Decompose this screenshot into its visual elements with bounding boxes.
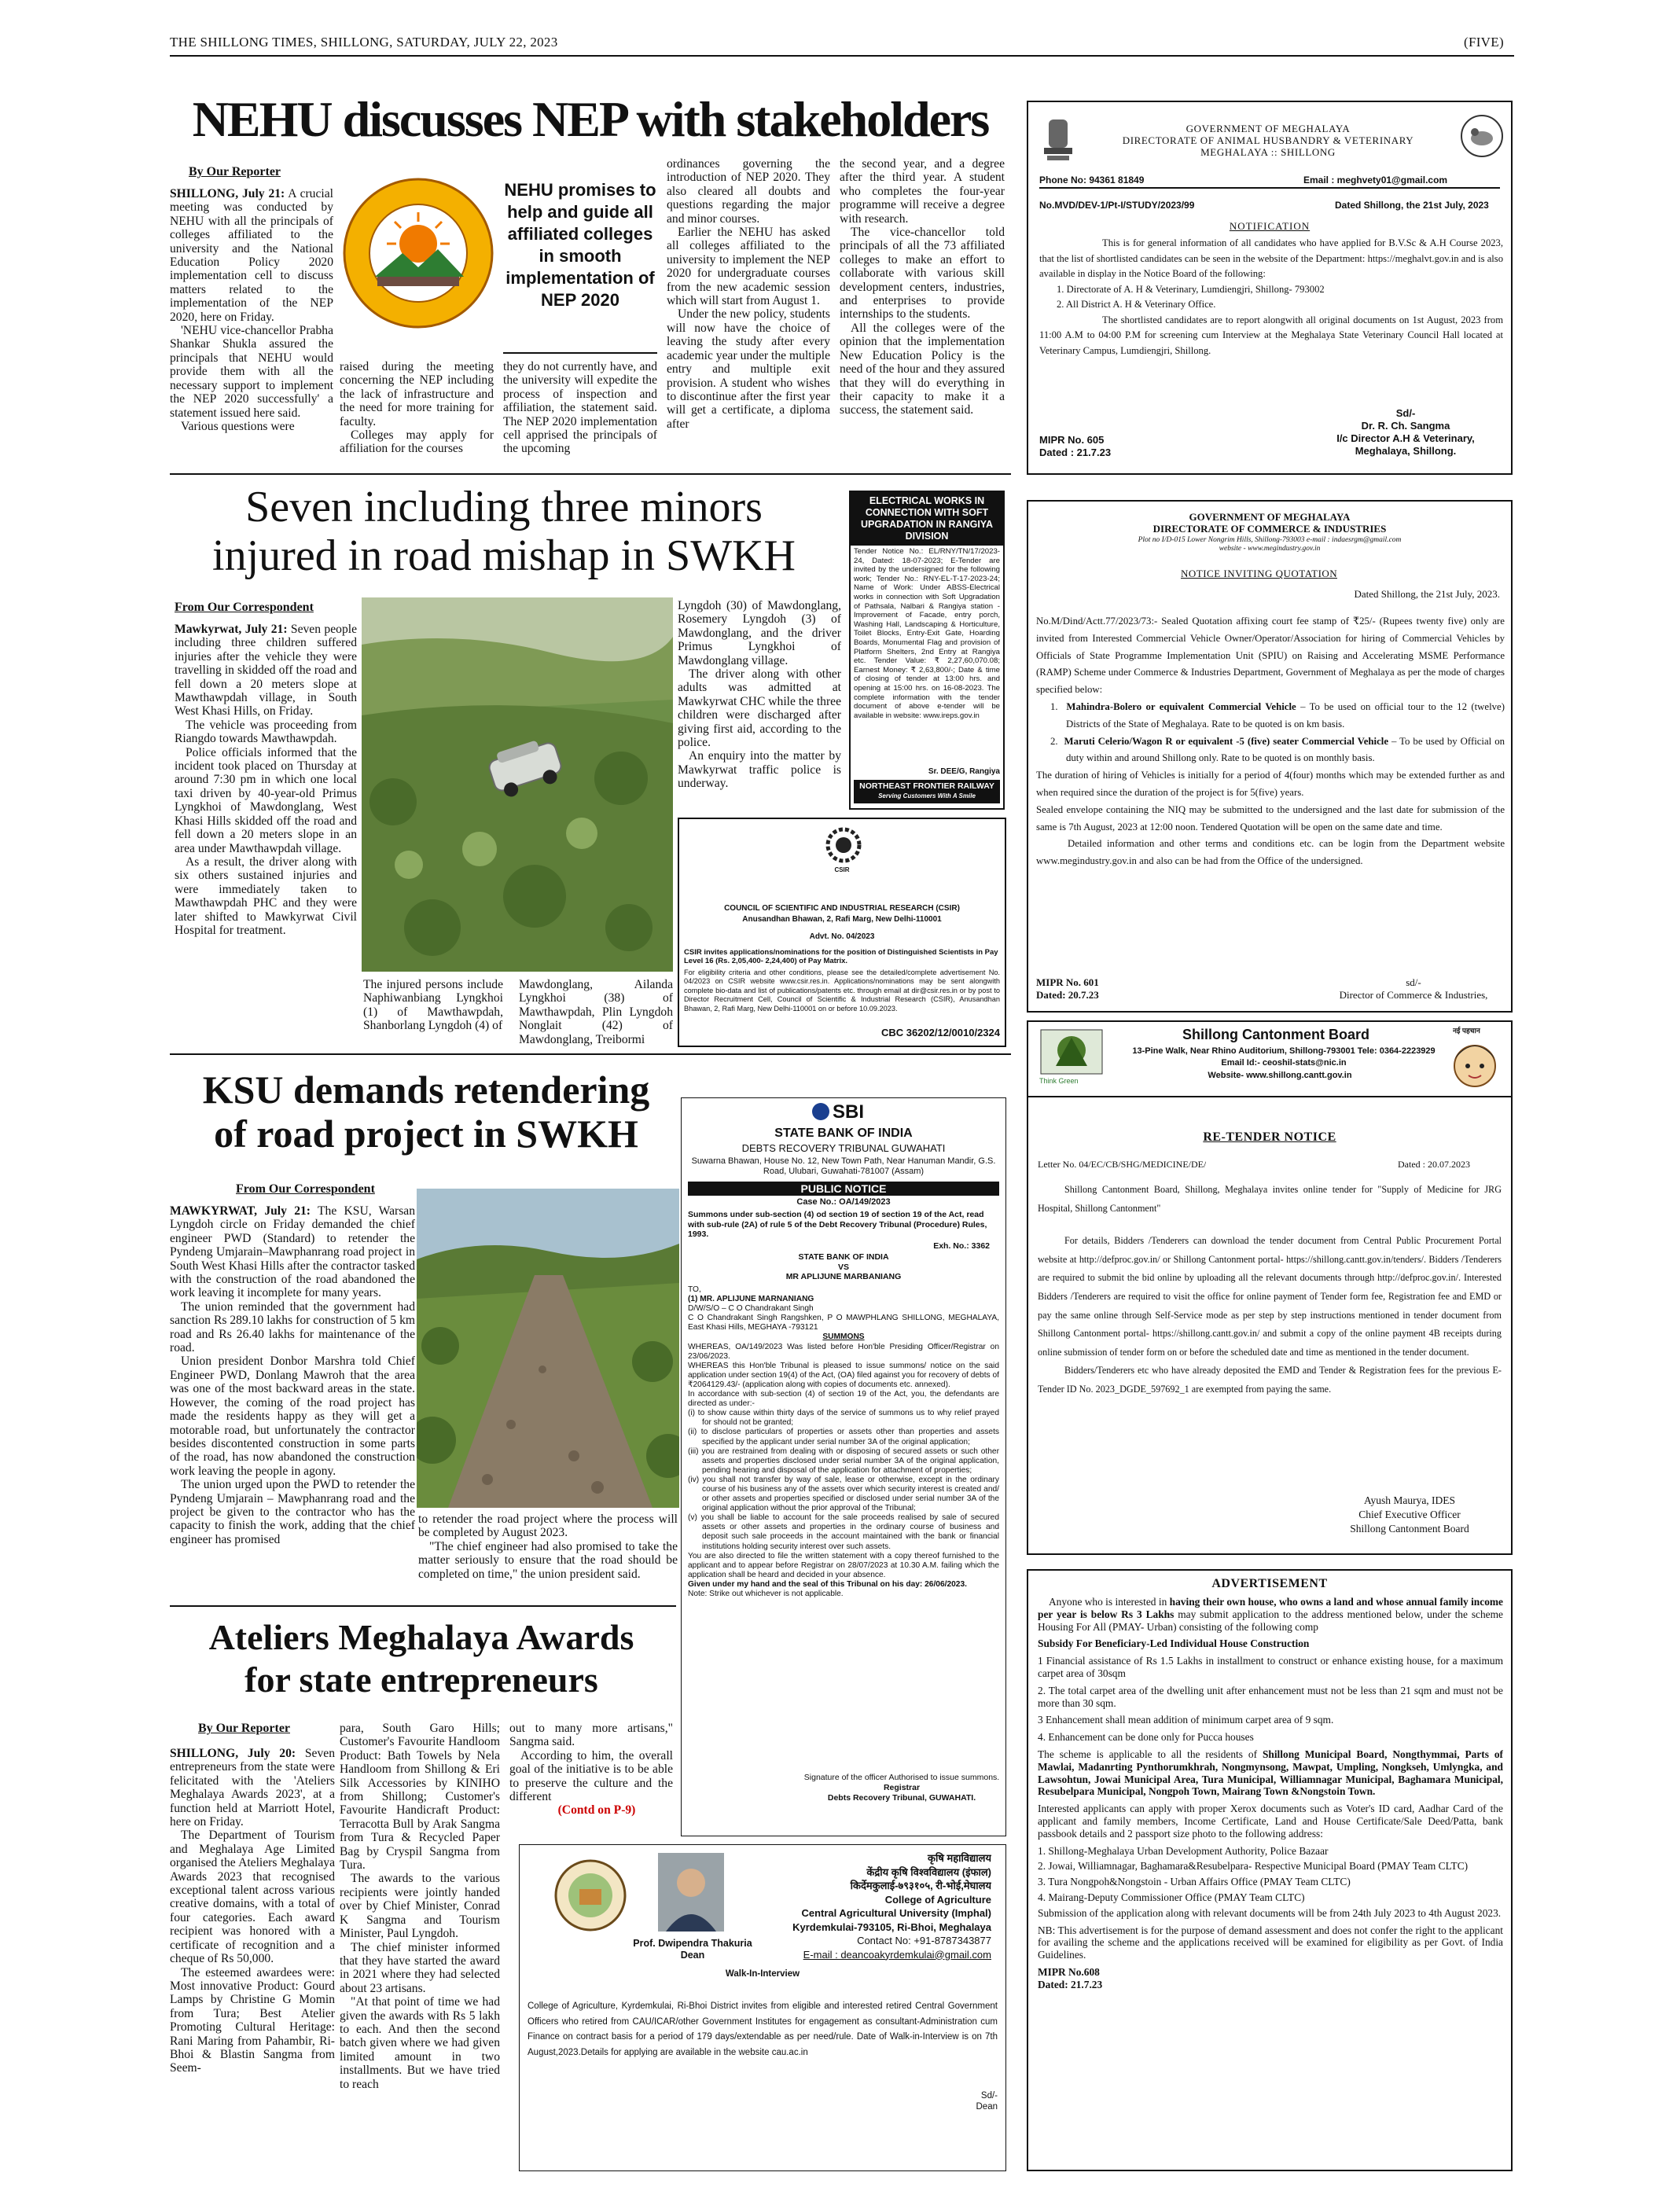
- cau-logo: [551, 1858, 630, 1933]
- sbi-logo: [812, 1101, 864, 1123]
- paragraph: ordinances governing the introduction of NEP 2020. They also cleared all doubts and questions regarding the major and minor courses.: [667, 157, 830, 226]
- summons-title: SUMMONS: [822, 1332, 865, 1342]
- mascot-icon: [1442, 1025, 1508, 1094]
- exhibit-no: Exh. No.: 3362: [933, 1241, 990, 1251]
- paragraph: "The chief engineer had also promised to take the matter seriously to ensure that the road should be completed on time," the union president said.: [418, 1539, 678, 1581]
- subsidy-heading: Subsidy For Beneficiary-Led Individual House Construction: [1038, 1637, 1310, 1650]
- paragraph: Under the new policy, students will now have the choice of leaving the study after every academic year under the multiple entry and multiple exit provision. A student who wishes to discontinue after the first year will get a certificate, a diploma after: [667, 307, 830, 431]
- ah-notification-ad: [1027, 101, 1513, 475]
- notice-paragraph: Bidders/Tenderers etc who have already deposited the EMD and Tender & Registration fees for the previous E-Tender ID No. 2023_DGDE_597692_1 are exempted from paying the same.: [1038, 1365, 1502, 1395]
- paragraph: According to him, the overall goal of the initiative is to be able to preserve the culture and the different: [509, 1748, 673, 1804]
- banner-text: NORTHEAST FRONTIER RAILWAY: [859, 781, 994, 791]
- csir-title: COUNCIL OF SCIENTIFIC AND INDUSTRIAL RESEARCH (CSIR): [724, 904, 960, 913]
- mipr-no: MIPR No. 605: [1039, 434, 1105, 446]
- letter-no: Letter No. 04/EC/CB/SHG/MEDICINE/DE/: [1038, 1159, 1207, 1170]
- paragraph: The esteemed awardees were: Most innovative Product: Gourd Lamps by Christine G Momin from Tura; Best Atelier Promoting Cultural Heritage: Rani Maring from Pahambir, Ri-Bhoi & Blastin Sangma from Seem-: [170, 1965, 335, 2075]
- article-column: [170, 187, 333, 464]
- signer-title: I/c Director A.H & Veterinary,: [1336, 432, 1475, 444]
- bank-name: STATE BANK OF INDIA: [774, 1127, 913, 1140]
- accident-photo: [362, 597, 673, 972]
- dateline: SHILLONG, July 21:: [170, 187, 285, 200]
- tender-signer: Sr. DEE/G, Rangiya: [928, 767, 1000, 776]
- banner-tagline: Serving Customers With A Smile: [878, 792, 976, 799]
- paragraph: "At that point of time we had given the awards with Rs 5 lakh to each. And then the second batch given where we had given limited amount in two installments. But we have tried to reach: [340, 1995, 500, 2091]
- paragraph: Union president Donbor Marshra told Chief Engineer PWD, Donlang Mawroh that the area was one of the most backward areas in the state. However, the coming of the road project has made the residents happy as they will get a motorable road, but unfortunately the contractor besides discontented construction in some parts of the road, has now abandoned the construction work leaving the people in agony.: [170, 1354, 415, 1478]
- section-rule: [170, 1053, 1011, 1055]
- notice-paragraph: This is for general information of all candidates who have applied for B.V.Sc & A.H Course 2023, that the list of shortlisted candidates can be seen in the website of the Department: https://meghalvt.gov.in and is also available in display in the Notice Board of the following:: [1039, 237, 1503, 279]
- summons-paragraph: WHEREAS, OA/149/2023 Was listed before Hon'ble Presiding Officer/Registrar on 23/06/2023.: [688, 1342, 999, 1361]
- vehicle-type: Maruti Celerio/Wagon R or equivalent -5 (five) seater Commercial Vehicle: [1064, 735, 1389, 747]
- notice-paragraph: Sealed envelope containing the NIQ may be submitted to the undersigned and the last date for submission of the same is 7th August, 2023 at 12:00 noon. Tendered Quotation will be open on the same date and time.: [1036, 803, 1505, 833]
- signature: Sd/-: [980, 2091, 998, 2101]
- cantonment-retender-ad: [1027, 1020, 1513, 1555]
- signer-title: Director of Commerce & Industries,: [1339, 989, 1488, 1001]
- party: STATE BANK OF INDIA: [798, 1252, 889, 1262]
- photo-caption: The injured persons include Naphiwanbiang Lyngkhoi (1) of Mawthawpdah, Shanborlang Lyngdoh (4) of: [363, 978, 503, 1033]
- cantonment-website: Website- www.shillong.cantt.gov.in: [1208, 1071, 1352, 1080]
- gov-title: GOVERNMENT OF MEGHALAYA: [1186, 123, 1351, 134]
- paragraph: The union urged upon the PWD to retender the Pyndeng Umjarain – Mawphanrang road and the project be given to the contractor who has the capacity to finish the work, adding that the chief engineer has promised: [170, 1478, 415, 1546]
- csir-ad: [678, 818, 1006, 1047]
- newspaper-header: THE SHILLONG TIMES, SHILLONG, SATURDAY, JULY 22, 2023: [170, 35, 558, 50]
- article-column: [418, 1513, 678, 1597]
- divider: [503, 352, 657, 354]
- ad-text: may submit application to the address mentioned below, under the scheme Housing For All (PMAY- Urban) consisting of the following comp: [1038, 1608, 1503, 1633]
- contact-number: Contact No: +91-8787343877: [857, 1935, 991, 1946]
- paragraph: Various questions were: [181, 419, 295, 433]
- section-rule: [170, 1605, 676, 1607]
- place: MEGHALAYA :: SHILLONG: [1200, 146, 1336, 158]
- list-item: 4. Enhancement can be done only for Pucca houses: [1038, 1731, 1254, 1744]
- summons-paragraph: Given under my hand and the seal of this Tribunal on his day: 26/06/2023.: [688, 1579, 967, 1589]
- email: Email : meghvety01@gmail.com: [1303, 175, 1448, 186]
- list-item: 1. Directorate of A. H & Veterinary, Lumdiengjri, Shillong- 793002: [1057, 283, 1325, 295]
- direction-item: (v) you shall be liable to account for the sale proceeds realised by sale of secured assets or other assets and properties in the ordinary course of business and deposit such sale proceeds in the account maintained with the bank or financial institutions holding security interest over such assets.: [688, 1513, 999, 1551]
- public-notice-banner: PUBLIC NOTICE: [688, 1182, 999, 1196]
- road-photo: [417, 1189, 679, 1508]
- commerce-quotation-ad: GOVERNMENT OF MEGHALAYA DIRECTORATE OF COMMERCE & INDUSTRIES Plot no I/D-015 Lower Nongrim Hills, Shillong-793003 e-mail : indaesrgm@gmail.com website - www.megindustry.gov.in NOTICE INVITING QUOTATION Dated Shillong, the 21st July, 2023. No.M/Dind/Actt.77/2023/73:- Sealed Quotation affixing court fee stamp of ₹25/- (Rupees twenty five) only are invited from Interested Commercial Vehicle Owner/Operator/Association for hiring of Commercial Vehicles by Officials of State Programme Implementation Unit (SPIU) on Raising and Accelerating MSME Performance (RAMP) Scheme under Commerce & Industries Department, Government of Meghalaya as per the mode of charges specified below: 1. Mahindra-Bolero or equivalent Commercial Vehicle – To be used on official tour to the 12 (twelve) Districts of the State of Meghalaya. Rate to be quoted is on km basis. 2. Maruti Celerio/Wagon R or equivalent -5 (five) seater Commercial Vehicle – To be used by Official on duty within and around Shillong only. Rate to be quoted is on monthly basis. The duration of hiring of Vehicles is initially for a period of 4(four) months which may be extended further as and when required since the duration of the project is for 5(five) years. Sealed envelope containing the NIQ may be submitted to the undersigned and the last date for submission of the same is 7th August, 2023 at 12:00 noon. Tendered Quotation will be open on the same date and time. Detailed information and other terms and conditions etc. can be login from the Department website www.megindustry.gov.in and also can be had from the Office of the undersigned. MIPR No. 601 Dated: 20.7.23 sd/- Director of Commerce & Industries,: [1027, 500, 1513, 1013]
- ad-text: Interested applicants can apply with proper Xerox documents such as Voter's ID card, Aadhar Card of the applicant and family members, Income Certificate, Land and House Certificate/Sale Deed/Patta, bank passbook details and 2 passport size photo to the following address:: [1038, 1803, 1503, 1840]
- continued-link[interactable]: (Contd on P-9): [557, 1803, 636, 1818]
- paragraph: Lyngdoh (30) of Mawdonglang, Rosemery Lyngdoh (3) of Mawdonglang, and the driver Primus Lyngkhoi of Mawdonglang village.: [678, 599, 841, 667]
- headline-line: for state entrepreneurs: [244, 1660, 598, 1700]
- paragraph: raised during the meeting concerning the NEP including the lack of infrastructure and the need for more training for faculty.: [340, 360, 494, 428]
- notice-paragraph: No.M/Dind/Actt.77/2023/73:- Sealed Quotation affixing court fee stamp of ₹25/- (Rupees twenty five) only are invited from Interested Commercial Vehicle Owner/Operator/Association for hiring of Commercial Vehicles by Officials of State Programme Implementation Unit (SPIU) on Raising and Accelerating MSME Performance (RAMP) Scheme under Commerce & Industries Department, Government of Meghalaya as per the mode of charges specified below:: [1036, 616, 1505, 696]
- headline-ksu: [170, 1068, 682, 1156]
- paragraph: The chief minister informed that they have started the award in 2021 where they had selected about 23 artisans.: [340, 1940, 500, 1995]
- tender-body: Tender Notice No.: EL/RNY/TN/17/2023-24, Dated: 18-07-2023; E-Tender are invited by the undersigned for the following work; Tender No.: RNY-EL-T-17-2023-24; Name of Work: Under ABSS-Electrical works in connection with Soft Upgradation of Pathsala, Nalbari & Rangiya station - Improvement of Facade, entry porch, Washing Hall, Landscaping & Horticulture, Toilet Blocks, Entry-Exit Gate, Hoarding Boards, Monumental Flag and provision of Platform Shelters, 2nd Entry at Rangiya etc. Tender Value: ₹ 2,27,60,070.08; Earnest Money: ₹ 2,63,800/-; Date & time of closing of tender at 13:00 hrs. and opening at 15:00 hrs. on 16-08-2023. The complete information with the tender document of above e-tender will be available in website: www.ireps.gov.in: [854, 547, 1000, 720]
- headline-nehu: NEHU discusses NEP with stakeholders: [192, 93, 989, 146]
- article-column: [840, 157, 1005, 465]
- paragraph: The awards to the various recipients were jointly handed over by Chief Minister, Conrad K Sangma and Tourism Minister, Paul Lyngdoh.: [340, 1872, 500, 1941]
- railway-banner: [854, 780, 1000, 803]
- headline-ateliers: [170, 1616, 673, 1701]
- cantonment-address: 13-Pine Walk, Near Rhino Auditorium, Shillong-793001 Tele: 0364-2223929 Email Id:- ceoshil-stats@nic.in: [1132, 1046, 1436, 1068]
- university-name: Central Agricultural University (Imphal): [801, 1907, 991, 1919]
- notice-date: Dated Shillong, the 21st July, 2023.: [1354, 588, 1500, 600]
- paragraph: Earlier the NEHU has asked all colleges affiliated to the university to implement the NEP 2020 for undergraduate courses from the new academic session which will start from August 1.: [667, 226, 830, 308]
- sbi-logo-text: SBI: [833, 1101, 865, 1123]
- csir-advt-no: Advt. No. 04/2023: [809, 932, 875, 941]
- csir-logo-text: CSIR: [834, 866, 850, 873]
- versus: VS: [837, 1262, 849, 1272]
- header-rule: [170, 55, 1514, 57]
- addressee: TO,: [688, 1285, 701, 1294]
- ad-text: Anyone who is interested in: [1049, 1596, 1170, 1608]
- railway-tender-ad: [849, 491, 1005, 810]
- signer-title: Dean: [976, 2102, 998, 2112]
- address-item: 2. Jowai, Williamnagar, Baghamara&Resubelpara- Respective Municipal Board (PMAY Team CLTC): [1038, 1860, 1469, 1873]
- notice-paragraph: For details, Bidders /Tenderers can download the tender document from Central Public Procurement Portal website at http://defproc.gov.in/ or Shillong Cantonment portal- https://shillong.cantt.gov.in/tenders/. Bidders /Tenderers are required to submit the bid online by uploading all the relevant documents through http://defproc.gov.in/. Interested Bidders /Tenderers are required to visit the office for online payment of Tender form fee, Registration fee and EMD or pay the same online through Self-Service mode as per step by step instructions mentioned in tender document from Shillong Cantonment portal- https://shillong.cantt.gov.in/ and submit a copy of the online payment 4B receipts during online submission of tender form on or before the scheduled date and time as mentioned in the tender document.: [1038, 1235, 1502, 1358]
- notice-heading: RE-TENDER NOTICE: [1203, 1130, 1336, 1144]
- byline: From Our Correspondent: [175, 601, 314, 614]
- address-item: 3. Tura Nongpoh&Nongstoin - Urban Affairs Office (PMAY Team CLTC): [1038, 1876, 1351, 1888]
- paragraph: Police officials informed that the incident took placed on Thursday at around 7:30 pm in which one local taxi driven by 40-year-old Primus Lyngkhoi of Mawdonglang, West Khasi Hills skidded off the road and fell down a 20 meters slope in an area under Mawthawpdah village.: [175, 745, 357, 855]
- article-column: [170, 1747, 335, 2171]
- headline-line: Ateliers Meghalaya Awards: [208, 1617, 634, 1657]
- cau-walkin-ad: [519, 1844, 1006, 2171]
- headline-line: KSU demands retendering: [202, 1068, 650, 1112]
- paragraph: to retender the road project where the process will be completed by August 2023.: [418, 1513, 678, 1540]
- university-hindi: केंद्रीय कृषि विश्वविद्यालय (इंफाल): [866, 1865, 991, 1878]
- ad-text-bold: having their own house, who owns a land and whose annual family income per year is below Rs 3 Lakhs: [1038, 1596, 1503, 1620]
- notice-paragraph: Detailed information and other terms and conditions etc. can be login from the Department website www.megindustry.gov.in and also can be had from the Office of the undersigned.: [1036, 838, 1505, 867]
- paragraph: they do not currently have, and the university will expedite the process of inspection and affiliation, the statement said. The NEP 2020 implementation cell apprised the principals of the upcoming: [503, 360, 657, 456]
- contact-email: E-mail : deancoakyrdemkulai@gmail.com: [803, 1948, 991, 1961]
- address-item: 1. Shillong-Meghalaya Urban Development Authority, Police Bazaar: [1038, 1844, 1329, 1857]
- dateline: Mawkyrwat, July 21:: [175, 623, 288, 636]
- paragraph: The union reminded that the government had sanction Rs 289.10 lakhs for construction of 5 km road and Rs 26.40 lakhs for maintenance of the road.: [170, 1299, 415, 1355]
- college-name: College of Agriculture: [884, 1893, 991, 1906]
- walkin-heading: Walk-In-Interview: [725, 1969, 800, 1979]
- mipr-no: MIPR No. 601: [1036, 976, 1099, 988]
- ad-title: ELECTRICAL WORKS IN CONNECTION WITH SOFT UPGRADATION IN RANGIYA DIVISION: [851, 492, 1003, 546]
- vehicle-type: Mahindra-Bolero or equivalent Commercial Vehicle: [1066, 700, 1296, 712]
- paragraph: An enquiry into the matter by Mawkyrwat traffic police is underway.: [678, 749, 841, 791]
- summons-paragraph: In accordance with sub-section (4) of section 19 of the Act, you, the defendants are directed as under:-: [688, 1390, 999, 1409]
- ad-heading: ADVERTISEMENT: [1211, 1577, 1328, 1590]
- direction-item: (i) to show cause within thirty days of the service of summons us to why relief prayed for should not be granted;: [688, 1409, 999, 1428]
- signer-title: Chief Executive Officer: [1358, 1509, 1461, 1520]
- summons-head: Summons under sub-section (4) od section 19 of section 19 of the Act, read with sub-rule (2A) of rule 5 of the Debt Recovery Tribunal (Procedure) Rules, 1993.: [688, 1210, 987, 1239]
- paragraph: The vice-chancellor told principals of all the 73 affiliated colleges to make an effort to collaborate with various skill development centers, industries, and enterprises to provide internships to the students.: [840, 226, 1005, 322]
- case-no: Case No.: OA/149/2023: [796, 1197, 891, 1207]
- mascot-caption: नई पहचान: [1453, 1027, 1480, 1035]
- paragraph: Seven entrepreneurs from the state were felicitated with the 'Ateliers Meghalaya Awards 2023', at a function held at Marriott Hotel, here on Friday.: [170, 1747, 335, 1829]
- headline-line: injured in road mishap in SWKH: [212, 531, 796, 580]
- paragraph: 'NEHU vice-chancellor Prabha Shankar Shukla assured the principals that NEHU would provide them with all the necessary support to implement the NEP 2020 successfully' a statement issued here said.: [170, 324, 333, 420]
- gov-title: GOVERNMENT OF MEGHALAYA: [1189, 511, 1351, 523]
- mipr-no: MIPR No.608: [1038, 1965, 1100, 1978]
- headline-road-mishap: [170, 483, 838, 580]
- list-item: 3 Enhancement shall mean addition of minimum carpet area of 9 sqm.: [1038, 1714, 1334, 1726]
- directorate-title: DIRECTORATE OF ANIMAL HUSBANDRY & VETERINARY: [1122, 134, 1414, 146]
- phone: Phone No: 94361 81849: [1039, 175, 1145, 186]
- website: website - www.megindustry.gov.in: [1219, 545, 1321, 553]
- notice-paragraph: The duration of hiring of Vehicles is initially for a period of 4(four) months which may be extended further as and when required since the duration of the project is for 5(five) years.: [1036, 770, 1505, 798]
- dean-photo: [658, 1853, 724, 1932]
- direction-item: (ii) to disclose particulars of properties or assets other than properties and assets specified by the applicant under serial number 3A of the original application;: [688, 1428, 999, 1446]
- note: Note: Strike out whichever is not applicable.: [688, 1590, 844, 1598]
- article-column: [509, 1722, 673, 1840]
- ad-text: The scheme is applicable to all the residents of: [1038, 1748, 1263, 1760]
- section-rule: [170, 473, 1011, 475]
- signer-title: Meghalaya, Shillong.: [1355, 445, 1457, 457]
- address: Plot no I/D-015 Lower Nongrim Hills, Shillong-793003 e-mail : indaesrgm@gmail.com: [1138, 536, 1402, 544]
- ad-text-bold: Shillong Municipal Board, Nongthymmai, Parts of Mawlai, Madanrting Pynthorumkhrah, Nongmynsong, Mawpat, Umpling, Nongkseh, Umlyngka, and Lawsohtun, Jowai Municipal Area, Tura Municipal, Williamnagar Municipal, Baghamara Municipal, Resubelpara Municipal, Nongpoh Town, Mairang Town &Nongstoin Town.: [1038, 1748, 1503, 1798]
- byline: By Our Reporter: [189, 165, 281, 178]
- summons-paragraph: WHEREAS this Hon'ble Tribunal is pleased to issue summons/ notice on the said application under section 19(4) of the Act, (OA) filed against you for recovery of debts of ₹2064129.43/- (application along with copies of documents etc. annexed).: [688, 1361, 999, 1389]
- department-logo: [1459, 113, 1505, 159]
- headline-line: Seven including three minors: [245, 483, 763, 531]
- defendant-address: C O Chandrakant Singh Rangshken, P O MAWPHLANG SHILLONG, MEGHALAYA, East Khasi Hills, MEGHAYA -793121: [688, 1314, 999, 1332]
- summons-paragraph: You are also directed to file the written statement with a copy thereof furnished to the applicant and to appear before Registrar on 28/07/2023 at 10.30 A.M. failing which the application shall be heard and decided in your absence.: [688, 1551, 999, 1579]
- signature-label: Signature of the officer Authorised to issue summons.: [803, 1773, 1000, 1782]
- direction-item: (iv) you shall not transfer by way of sale, lease or otherwise, except in the ordinary course of his business any of the assets over which security interest is created and/ or other assets and properties specified or disclosed under serial number 3A of the original application without the prior approval of the Tribunal;: [688, 1475, 999, 1513]
- paragraph: The driver along with other adults was admitted at Mawkyrwat CHC while the three children were discharged after giving first aid, according to the police.: [678, 667, 841, 750]
- article-column: [170, 1204, 415, 1597]
- pull-quote: NEHU promises to help and guide all affiliated colleges in smooth implementation of NEP 2020: [504, 180, 656, 310]
- cbc-no: CBC 36202/12/0010/2324: [880, 1027, 1000, 1038]
- sbi-logo-icon: [812, 1103, 829, 1120]
- photo-caption: Mawdonglang, Ailanda Lyngkhoi (38) of Mawthawpdah, Plin Lyngdoh Nonglait (42) of Mawdonglang, Treibormi: [519, 978, 673, 1046]
- csir-logo-icon: [824, 825, 863, 865]
- drt-title: DEBTS RECOVERY TRIBUNAL GUWAHATI: [741, 1142, 946, 1154]
- article-column: [667, 157, 830, 465]
- notice-date: Dated : 20.07.2023: [1398, 1159, 1470, 1170]
- csir-body: For eligibility criteria and other conditions, please see the detailed/complete advertisement No. 04/2023 on CSIR website www.csir.res.in. Applications/nominations may be sent alongwith complete bio-data and list of publications/patents etc. through email at dir@csir.res.in or by post to Director Recruitment Cell, Council of Scientific & Industrial Research (CSIR), Anusandhan Bhawan, 2, Rafi Marg, New Delhi-110001 on or before 10.09.2023.: [684, 969, 1000, 1013]
- notice-paragraph: Shillong Cantonment Board, Shillong, Meghalaya invites online tender for "Supply of Medicine for JRG Hospital, Shillong Cantonment": [1038, 1184, 1502, 1214]
- article-column: [340, 360, 494, 464]
- article-column: [175, 623, 357, 1047]
- nehu-logo: [340, 175, 497, 332]
- signature: Sd/-: [1395, 407, 1416, 419]
- signature: sd/-: [1406, 976, 1421, 988]
- notice-heading: NOTICE INVITING QUOTATION: [1181, 568, 1338, 579]
- article-column: [678, 599, 841, 811]
- cantonment-name: Shillong Cantonment Board: [1182, 1027, 1369, 1042]
- walkin-body: College of Agriculture, Kyrdemkulai, Ri-Bhoi District invites from eligible and interested retired Central Government Officers who retired from CAU/ICAR/other Government Institutes for engagement as consultant-Administration cum Finance on contract basis for a period of 179 days/extendable as per need/rule. Date of Walk-in-Interview is on 7th August,2023.Details for applying are available in the website cau.ac.in: [528, 2001, 998, 2057]
- signer-office: Shillong Cantonment Board: [1350, 1523, 1469, 1535]
- vehicle-note: – To be used on official tour to the 12 (twelve) Districts of the State of Meghalaya. Rate to be quoted is on km basis.: [1066, 700, 1505, 730]
- vehicle-note: – To be used by Official on duty within and around Shillong only. Rate to be quoted is on monthly basis.: [1066, 735, 1505, 764]
- list-item: 2. The total carpet area of the dwelling unit after enhancement must not be less than 21 sqm and must not be more than 30 sqm.: [1038, 1684, 1503, 1709]
- csir-invite: CSIR invites applications/nominations for the position of Distinguished Scientists in Pay Level 16 (Rs. 2,05,400- 2,24,400) of Pay Matrix.: [684, 948, 998, 965]
- drt-address: Suwarna Bhawan, House No. 12, New Town Path, Near Hanuman Mandir, G.S. Road, Ulubari, Guwahati-781007 (Assam): [691, 1156, 996, 1176]
- ad-text: Submission of the application along with relevant documents will be from 24th July 2023 to 4th August 2023.: [1038, 1906, 1502, 1919]
- notice-date: Dated Shillong, the 21st July, 2023: [1335, 200, 1489, 211]
- paragraph: The Department of Tourism and Meghalaya Age Limited organised the Ateliers Meghalaya Awards 2023 that recognised exceptional talent across various creative domains, with a total of four categories. Each award recipient was honored with a certificate of recognition and a cheque of Rs 50,000.: [170, 1829, 335, 1966]
- mipr-date: Dated: 20.7.23: [1036, 989, 1099, 1001]
- signer-name: Ayush Maurya, IDES: [1363, 1494, 1456, 1506]
- directorate-title: DIRECTORATE OF COMMERCE & INDUSTRIES: [1152, 523, 1387, 535]
- notice-paragraph: The shortlisted candidates are to report alongwith all original documents on 1st August, 2023 from 11:00 A.M to 04:00 P.M for screening cum Interview at the Meghalaya State Veterinary Council Hall located at Veterinary Campus, Lumdiengjri, Shillong.: [1039, 314, 1503, 356]
- registrar-office: Debts Recovery Tribunal, GUWAHATI.: [827, 1793, 976, 1803]
- headline-line: of road project in SWKH: [214, 1112, 638, 1156]
- paragraph: the second year, and a degree after the third year. A student who completes the four-year programme will receive a degree with research.: [840, 157, 1005, 226]
- page-number: (FIVE): [1464, 35, 1504, 50]
- paragraph: Seven people including three children suffered injuries after the vehicle they were travelling in skidded off the road and fell down a 20 meters slope at Mawthawpdah village, in South West Khasi Hills, on Friday.: [175, 623, 357, 719]
- csir-address: Anusandhan Bhawan, 2, Rafi Marg, New Delhi-110001: [742, 915, 942, 924]
- think-green: Think Green: [1039, 1077, 1079, 1085]
- list-item: 2. All District A. H & Veterinary Office.: [1057, 299, 1216, 310]
- dateline: MAWKYRWAT, July 21:: [170, 1204, 311, 1218]
- address-item: 4. Mairang-Deputy Commissioner Office (PMAY Team CLTC): [1038, 1891, 1305, 1903]
- paragraph: Colleges may apply for affiliation for the courses: [340, 428, 494, 456]
- ad-text: NB: This advertisement is for the purpose of demand assessment and does not confer the right to the applicant for availing the scheme and the applications received will be examined for eligibility as per Govt. of India Guidelines.: [1038, 1924, 1503, 1961]
- signer-name: Dr. R. Ch. Sangma: [1361, 420, 1450, 432]
- mipr-date: Dated : 21.7.23: [1039, 447, 1112, 458]
- pmay-advertisement: [1027, 1569, 1513, 2171]
- paragraph: out to many more artisans," Sangma said.: [509, 1722, 673, 1749]
- college-hindi: कृषि महाविद्यालय: [927, 1852, 991, 1864]
- sbi-drt-notice: [681, 1097, 1006, 1836]
- reference-no: No.MVD/DEV-1/Pt-I/STUDY/2023/99: [1039, 200, 1195, 211]
- article-column: [503, 360, 657, 464]
- defendant-name: (1) MR. APLIJUNE MARNANIANG: [688, 1295, 814, 1304]
- direction-item: (iii) you are restrained from dealing with or disposing of secured assets or such other assets and properties disclosed under serial number 3A of the original application, pending hearing and disposal of the application for attachment of properties;: [688, 1446, 999, 1475]
- paragraph: The KSU, Warsan Lyngdoh circle on Friday demanded the chief engineer PWD (Standard) to retender the Pyndeng Umjarain–Mawphanrang road project in South West Khasi Hills after the contractor tasked with the construction of the road abandoned the work leaving it incomplete for many years.: [170, 1204, 415, 1300]
- paragraph: All the colleges were of the opinion that the implementation New Education Policy is the need of the hour and they assured that they will do everything in their capacity to make it a success, the statement said.: [840, 321, 1005, 417]
- article-column: [340, 1722, 500, 2171]
- address-hindi: किर्देमकुलाई-७९३१०५, री-भोई,मेघालय: [850, 1880, 991, 1891]
- paragraph: As a result, the driver along with six others sustained injuries and were immediately taken to Mawthawpdah PHC and they were later shifted to Mawkyrwat Civil Hospital for treatment.: [175, 855, 357, 937]
- byline: By Our Reporter: [198, 1722, 291, 1735]
- dean-name: Prof. Dwipendra Thakuria: [633, 1938, 752, 1949]
- paragraph: The vehicle was proceeding from Riangdo towards Mawthawpdah.: [175, 718, 357, 746]
- byline: From Our Correspondent: [236, 1182, 375, 1196]
- notice-heading: NOTIFICATION: [1229, 220, 1311, 232]
- dean-title: Dean: [680, 1950, 705, 1961]
- dateline: SHILLONG, July 20:: [170, 1747, 296, 1760]
- mipr-date: Dated: 21.7.23: [1038, 1978, 1103, 1990]
- paragraph: para, South Garo Hills; Customer's Favourite Handloom Product: Bath Towels by Nela Handloom from Shillong & Eri Silk Accessories by KINIHO from Shillong; Customer's Favourite Handicraft Product: Terracotta Bull by Arak Sangma from Tura & Recycled Paper Bag by Cryspil Sangma from Tura.: [340, 1722, 500, 1873]
- college-address: Kyrdemkulai-793105, Ri-Bhoi, Meghalaya: [792, 1921, 991, 1933]
- defendant-relation: D/W/S/O – C O Chandrakant Singh: [688, 1304, 814, 1314]
- party: MR APLIJUNE MARBANIANG: [785, 1272, 902, 1281]
- list-item: 1 Financial assistance of Rs 1.5 Lakhs in installment to construct or enhance existing house, for a maximum carpet area of 30sqm: [1038, 1655, 1503, 1679]
- emblem-icon: [1039, 116, 1077, 167]
- paragraph: A crucial meeting was conducted by NEHU with all the principals of colleges affiliated to the university and the National Education Policy 2020 implementation cell to discuss matters related to the implementation of the NEP 2020, here on Friday.: [170, 187, 333, 324]
- registrar: Registrar: [883, 1783, 921, 1792]
